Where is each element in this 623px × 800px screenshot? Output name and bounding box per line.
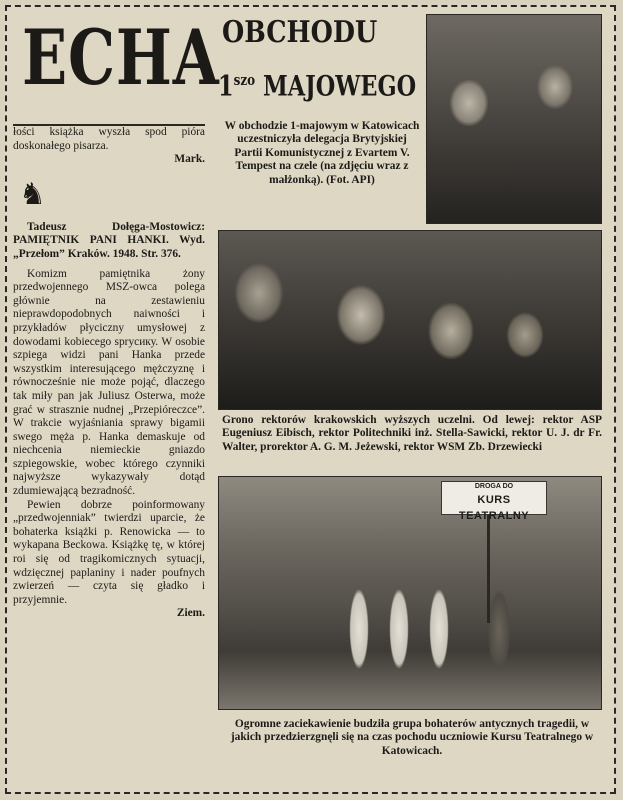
parade-sign-big: KURS TEATRALNY [458, 494, 530, 522]
review-column [13, 124, 205, 784]
review-paragraph-1: Komizm pamiętnika żony przedwojennego MSZ-owca polega głównie na zestawieniu nieprawdopodobnych naiwności i przykładów płyciczny umysłowej z dowodami kobiecego sprycику. W osobie szpiega widzi pani Hanka przede wszystkim interesującego mężczyznę i równocześnie nie może pojąć, dlaczego tak miły pan jak Juliusz Osterwa, może grać w strasznie nudnej „Przepióreczce”. W trakcie wyjaśniania sprawy bigamii swego męża p. Hanka demaskuje od niechcenia niemieckie gniazdo szpiegowskie, wobec którego czynniki najwyższe wykazywały dotąd zdumiewającą bezradność. [13, 267, 205, 498]
sign-pole [487, 513, 490, 623]
book-reference: Tadeusz Dołęga-Mostowicz: PAMIĘTNIK PANI HANKI. Wyd. „Przełom” Kraków. 1948. Str. 376. [13, 220, 205, 260]
headline-majowego [218, 62, 417, 103]
review-paragraph-2: Pewien dobrze poinformowany „przedwojenniak” twierdzi uparcie, że bohaterka książki p. Renowicka — to wykapana Beckowa. Książkę tę, w której roi się od tragikomicznych sytuacji, wdzięcznej paplaniny i nader poufnych zwierzeń — czyta się gładko i przyjemnie. [13, 498, 205, 606]
intro-signature: Mark. [174, 153, 205, 166]
parade-sign [441, 481, 547, 522]
parade-sign-small: DROGA DO [474, 483, 514, 490]
headline-majowego-word: MAJOWEGO [262, 69, 417, 103]
headline-obchodu: OBCHODU [222, 15, 378, 50]
intro-text: łości książka wyszła spod pióra doskonałego pisarza. [13, 126, 205, 152]
parade-figures [279, 569, 539, 689]
caption-theatre-parade: Ogromne zaciekawienie budziła grupa bohaterów antycznych tragedii, w jakich przedzierzgnęli się na czas pochodu uczniowie Kursu Teatralnego w Katowicach. [230, 718, 594, 757]
headline-number: 1 [218, 69, 234, 103]
photo-theatre-parade [218, 476, 602, 710]
review-signature: Ziem. [176, 607, 205, 620]
photo-british-delegation [426, 14, 602, 224]
headline-echa: ECHA [22, 13, 220, 102]
caption-british-delegation: W obchodzie 1-majowym w Katowicach uczestniczyła delegacja Brytyjskiej Partii Komunistycznej z Evartem V. Tempest na czele (na zdjęciu wraz z małżonką). (Fot. API) [224, 120, 420, 186]
headline-superscript: szo [233, 71, 256, 89]
photo-rectors [218, 230, 602, 410]
chess-knight-icon: ♞ [19, 176, 46, 212]
caption-rectors: Grono rektorów krakowskich wyższych uczelni. Od lewej: rektor ASP Eugeniusz Eibisch, rektor Politechniki inż. Stella-Sawicki, rektor U. J. dr Fr. Walter, prorektor A. G. M. Jeżewski, rektor WSM Zb. Drzewiecki [222, 414, 602, 453]
